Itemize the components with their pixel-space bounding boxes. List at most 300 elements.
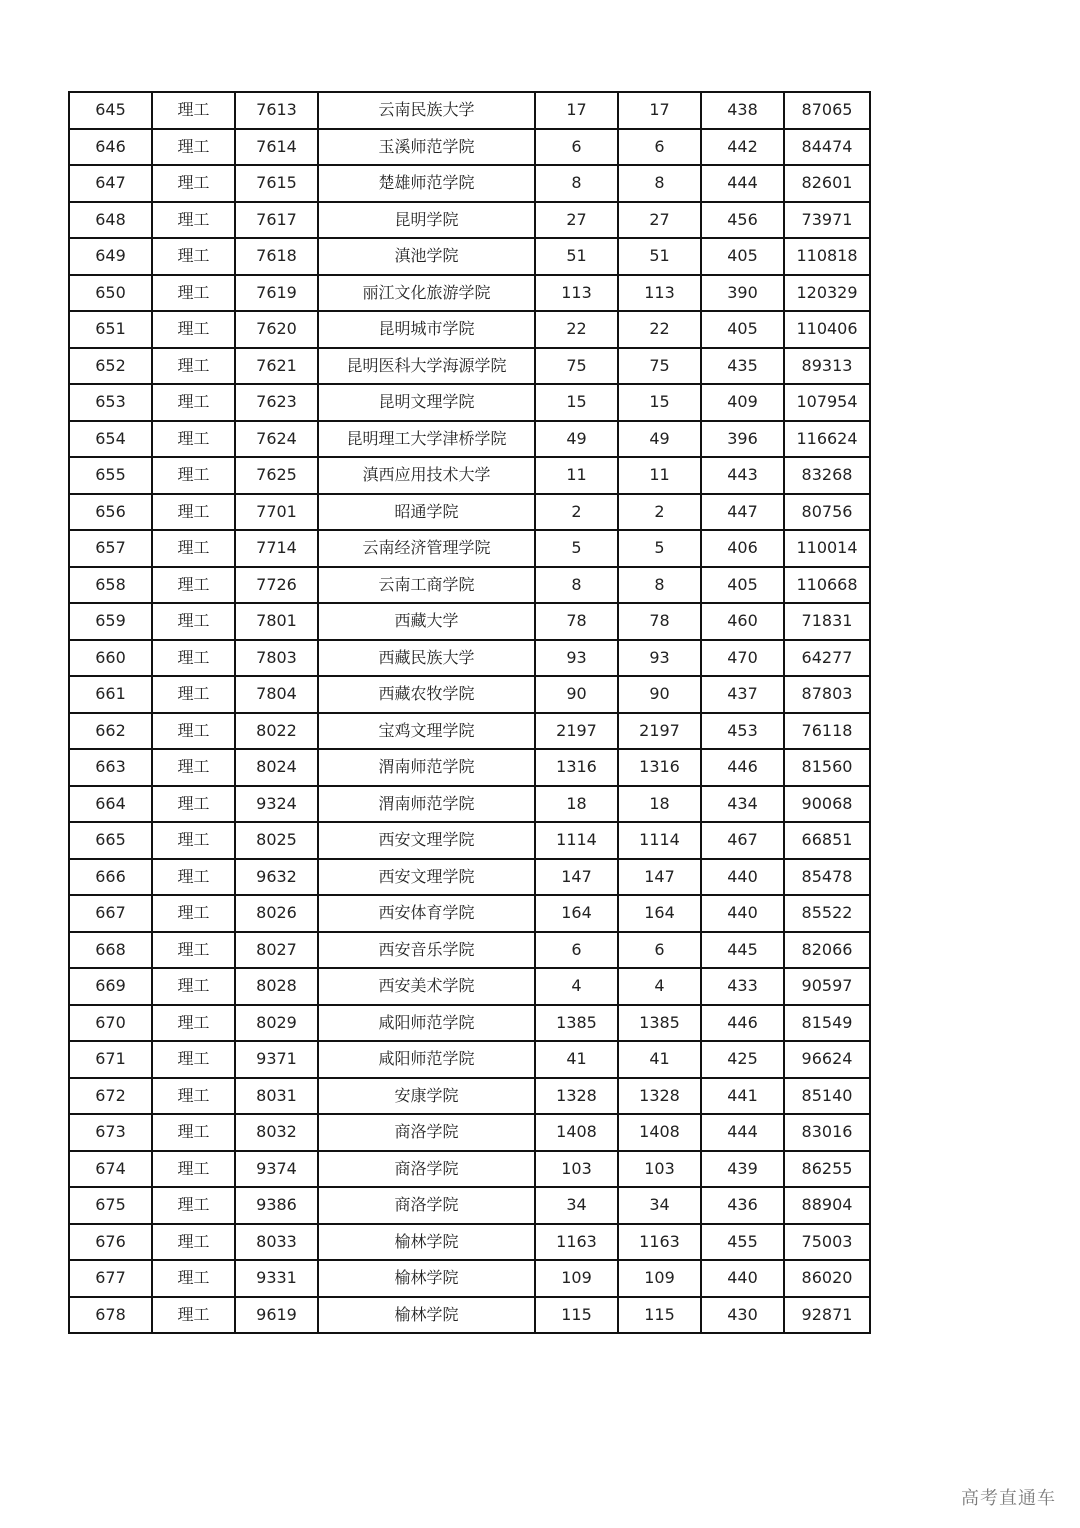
- min-score-cell: 444: [701, 1114, 784, 1151]
- school-name-cell: 西藏农牧学院: [318, 676, 535, 713]
- table-row: [69, 968, 870, 1005]
- school-code-cell: 9632: [235, 859, 318, 896]
- admitted-count-cell: 22: [618, 311, 701, 348]
- admitted-count-cell: 15: [618, 384, 701, 421]
- school-code-cell: 7624: [235, 421, 318, 458]
- min-score-cell: 445: [701, 932, 784, 969]
- rank-cell: 88904: [784, 1187, 870, 1224]
- school-name-cell: 昆明学院: [318, 202, 535, 239]
- plan-count-cell: 109: [535, 1260, 618, 1297]
- table-row: [69, 895, 870, 932]
- plan-count-cell: 115: [535, 1297, 618, 1334]
- table-row: [69, 859, 870, 896]
- plan-count-cell: 1328: [535, 1078, 618, 1115]
- category-cell: 理工: [152, 1297, 235, 1334]
- row-number-cell: 673: [69, 1114, 152, 1151]
- school-code-cell: 7618: [235, 238, 318, 275]
- table-row: [69, 1005, 870, 1042]
- category-cell: 理工: [152, 494, 235, 531]
- admitted-count-cell: 1316: [618, 749, 701, 786]
- table-row: [69, 384, 870, 421]
- category-cell: 理工: [152, 311, 235, 348]
- admitted-count-cell: 109: [618, 1260, 701, 1297]
- min-score-cell: 446: [701, 749, 784, 786]
- admitted-count-cell: 164: [618, 895, 701, 932]
- table-row: [69, 530, 870, 567]
- plan-count-cell: 93: [535, 640, 618, 677]
- rank-cell: 85478: [784, 859, 870, 896]
- row-number-cell: 660: [69, 640, 152, 677]
- rank-cell: 85522: [784, 895, 870, 932]
- row-number-cell: 677: [69, 1260, 152, 1297]
- min-score-cell: 433: [701, 968, 784, 1005]
- school-name-cell: 咸阳师范学院: [318, 1041, 535, 1078]
- rank-cell: 80756: [784, 494, 870, 531]
- admitted-count-cell: 1114: [618, 822, 701, 859]
- min-score-cell: 439: [701, 1151, 784, 1188]
- category-cell: 理工: [152, 859, 235, 896]
- school-code-cell: 7804: [235, 676, 318, 713]
- admitted-count-cell: 1163: [618, 1224, 701, 1261]
- admitted-count-cell: 90: [618, 676, 701, 713]
- row-number-cell: 661: [69, 676, 152, 713]
- row-number-cell: 653: [69, 384, 152, 421]
- category-cell: 理工: [152, 275, 235, 312]
- school-code-cell: 9371: [235, 1041, 318, 1078]
- school-name-cell: 昆明文理学院: [318, 384, 535, 421]
- row-number-cell: 656: [69, 494, 152, 531]
- category-cell: 理工: [152, 92, 235, 129]
- rank-cell: 81549: [784, 1005, 870, 1042]
- table-row: [69, 348, 870, 385]
- table-row: [69, 1187, 870, 1224]
- plan-count-cell: 1114: [535, 822, 618, 859]
- admitted-count-cell: 147: [618, 859, 701, 896]
- rank-cell: 73971: [784, 202, 870, 239]
- row-number-cell: 667: [69, 895, 152, 932]
- category-cell: 理工: [152, 603, 235, 640]
- rank-cell: 110014: [784, 530, 870, 567]
- school-code-cell: 7620: [235, 311, 318, 348]
- plan-count-cell: 49: [535, 421, 618, 458]
- table-row: [69, 567, 870, 604]
- rank-cell: 86255: [784, 1151, 870, 1188]
- school-name-cell: 商洛学院: [318, 1114, 535, 1151]
- school-name-cell: 西藏民族大学: [318, 640, 535, 677]
- school-code-cell: 9324: [235, 786, 318, 823]
- admitted-count-cell: 49: [618, 421, 701, 458]
- school-code-cell: 7726: [235, 567, 318, 604]
- school-name-cell: 昆明理工大学津桥学院: [318, 421, 535, 458]
- min-score-cell: 467: [701, 822, 784, 859]
- row-number-cell: 652: [69, 348, 152, 385]
- row-number-cell: 646: [69, 129, 152, 166]
- rank-cell: 71831: [784, 603, 870, 640]
- row-number-cell: 678: [69, 1297, 152, 1334]
- table-row: [69, 275, 870, 312]
- plan-count-cell: 34: [535, 1187, 618, 1224]
- row-number-cell: 649: [69, 238, 152, 275]
- rank-cell: 86020: [784, 1260, 870, 1297]
- school-code-cell: 7625: [235, 457, 318, 494]
- min-score-cell: 434: [701, 786, 784, 823]
- category-cell: 理工: [152, 202, 235, 239]
- school-code-cell: 7615: [235, 165, 318, 202]
- school-name-cell: 渭南师范学院: [318, 749, 535, 786]
- school-name-cell: 楚雄师范学院: [318, 165, 535, 202]
- row-number-cell: 666: [69, 859, 152, 896]
- school-name-cell: 榆林学院: [318, 1297, 535, 1334]
- admitted-count-cell: 11: [618, 457, 701, 494]
- row-number-cell: 668: [69, 932, 152, 969]
- min-score-cell: 455: [701, 1224, 784, 1261]
- school-code-cell: 7619: [235, 275, 318, 312]
- rank-cell: 84474: [784, 129, 870, 166]
- school-name-cell: 西安文理学院: [318, 859, 535, 896]
- admitted-count-cell: 93: [618, 640, 701, 677]
- min-score-cell: 447: [701, 494, 784, 531]
- admitted-count-cell: 34: [618, 1187, 701, 1224]
- min-score-cell: 436: [701, 1187, 784, 1224]
- plan-count-cell: 1316: [535, 749, 618, 786]
- row-number-cell: 663: [69, 749, 152, 786]
- table-row: [69, 1041, 870, 1078]
- rank-cell: 85140: [784, 1078, 870, 1115]
- row-number-cell: 651: [69, 311, 152, 348]
- admitted-count-cell: 6: [618, 129, 701, 166]
- rank-cell: 87803: [784, 676, 870, 713]
- row-number-cell: 672: [69, 1078, 152, 1115]
- rank-cell: 87065: [784, 92, 870, 129]
- table-row: [69, 603, 870, 640]
- rank-cell: 82601: [784, 165, 870, 202]
- plan-count-cell: 18: [535, 786, 618, 823]
- table-row: [69, 494, 870, 531]
- row-number-cell: 654: [69, 421, 152, 458]
- school-code-cell: 9374: [235, 1151, 318, 1188]
- table-row: [69, 1078, 870, 1115]
- table-row: [69, 713, 870, 750]
- plan-count-cell: 4: [535, 968, 618, 1005]
- min-score-cell: 437: [701, 676, 784, 713]
- plan-count-cell: 2197: [535, 713, 618, 750]
- plan-count-cell: 113: [535, 275, 618, 312]
- table-row: [69, 1260, 870, 1297]
- admitted-count-cell: 1328: [618, 1078, 701, 1115]
- school-code-cell: 8027: [235, 932, 318, 969]
- school-name-cell: 云南经济管理学院: [318, 530, 535, 567]
- min-score-cell: 443: [701, 457, 784, 494]
- min-score-cell: 405: [701, 238, 784, 275]
- admitted-count-cell: 2197: [618, 713, 701, 750]
- admitted-count-cell: 1385: [618, 1005, 701, 1042]
- school-name-cell: 咸阳师范学院: [318, 1005, 535, 1042]
- school-name-cell: 西安体育学院: [318, 895, 535, 932]
- row-number-cell: 658: [69, 567, 152, 604]
- school-name-cell: 商洛学院: [318, 1187, 535, 1224]
- admitted-count-cell: 5: [618, 530, 701, 567]
- min-score-cell: 446: [701, 1005, 784, 1042]
- table-row: [69, 1114, 870, 1151]
- row-number-cell: 674: [69, 1151, 152, 1188]
- plan-count-cell: 11: [535, 457, 618, 494]
- school-code-cell: 7803: [235, 640, 318, 677]
- table-row: [69, 457, 870, 494]
- row-number-cell: 665: [69, 822, 152, 859]
- admission-score-table: [68, 91, 871, 1334]
- row-number-cell: 650: [69, 275, 152, 312]
- school-code-cell: 8022: [235, 713, 318, 750]
- category-cell: 理工: [152, 1151, 235, 1188]
- row-number-cell: 675: [69, 1187, 152, 1224]
- row-number-cell: 662: [69, 713, 152, 750]
- plan-count-cell: 90: [535, 676, 618, 713]
- row-number-cell: 645: [69, 92, 152, 129]
- category-cell: 理工: [152, 895, 235, 932]
- admitted-count-cell: 103: [618, 1151, 701, 1188]
- table-row: [69, 238, 870, 275]
- plan-count-cell: 51: [535, 238, 618, 275]
- admitted-count-cell: 78: [618, 603, 701, 640]
- school-name-cell: 云南民族大学: [318, 92, 535, 129]
- admitted-count-cell: 8: [618, 567, 701, 604]
- table-row: [69, 676, 870, 713]
- school-code-cell: 9386: [235, 1187, 318, 1224]
- min-score-cell: 453: [701, 713, 784, 750]
- plan-count-cell: 15: [535, 384, 618, 421]
- admitted-count-cell: 6: [618, 932, 701, 969]
- plan-count-cell: 22: [535, 311, 618, 348]
- category-cell: 理工: [152, 530, 235, 567]
- category-cell: 理工: [152, 348, 235, 385]
- admitted-count-cell: 41: [618, 1041, 701, 1078]
- min-score-cell: 406: [701, 530, 784, 567]
- admitted-count-cell: 18: [618, 786, 701, 823]
- min-score-cell: 460: [701, 603, 784, 640]
- table-row: [69, 165, 870, 202]
- watermark-text: 高考直通车: [961, 1488, 1056, 1509]
- rank-cell: 110668: [784, 567, 870, 604]
- table-row: [69, 92, 870, 129]
- admitted-count-cell: 75: [618, 348, 701, 385]
- min-score-cell: 440: [701, 895, 784, 932]
- category-cell: 理工: [152, 1114, 235, 1151]
- plan-count-cell: 1408: [535, 1114, 618, 1151]
- plan-count-cell: 164: [535, 895, 618, 932]
- school-code-cell: 9331: [235, 1260, 318, 1297]
- table-row: [69, 1224, 870, 1261]
- plan-count-cell: 17: [535, 92, 618, 129]
- rank-cell: 66851: [784, 822, 870, 859]
- row-number-cell: 676: [69, 1224, 152, 1261]
- table-row: [69, 932, 870, 969]
- category-cell: 理工: [152, 457, 235, 494]
- category-cell: 理工: [152, 1187, 235, 1224]
- school-code-cell: 8024: [235, 749, 318, 786]
- min-score-cell: 442: [701, 129, 784, 166]
- category-cell: 理工: [152, 822, 235, 859]
- table-row: [69, 1151, 870, 1188]
- school-name-cell: 西安美术学院: [318, 968, 535, 1005]
- school-code-cell: 7621: [235, 348, 318, 385]
- table-row: [69, 421, 870, 458]
- school-code-cell: 8032: [235, 1114, 318, 1151]
- category-cell: 理工: [152, 786, 235, 823]
- table-row: [69, 1297, 870, 1334]
- school-code-cell: 8029: [235, 1005, 318, 1042]
- row-number-cell: 669: [69, 968, 152, 1005]
- admitted-count-cell: 2: [618, 494, 701, 531]
- admitted-count-cell: 1408: [618, 1114, 701, 1151]
- rank-cell: 75003: [784, 1224, 870, 1261]
- school-name-cell: 玉溪师范学院: [318, 129, 535, 166]
- school-name-cell: 安康学院: [318, 1078, 535, 1115]
- admitted-count-cell: 17: [618, 92, 701, 129]
- admitted-count-cell: 4: [618, 968, 701, 1005]
- school-code-cell: 9619: [235, 1297, 318, 1334]
- admitted-count-cell: 8: [618, 165, 701, 202]
- min-score-cell: 405: [701, 311, 784, 348]
- category-cell: 理工: [152, 238, 235, 275]
- plan-count-cell: 1385: [535, 1005, 618, 1042]
- school-name-cell: 榆林学院: [318, 1260, 535, 1297]
- school-code-cell: 8033: [235, 1224, 318, 1261]
- row-number-cell: 664: [69, 786, 152, 823]
- category-cell: 理工: [152, 676, 235, 713]
- min-score-cell: 435: [701, 348, 784, 385]
- school-code-cell: 7617: [235, 202, 318, 239]
- table-row: [69, 129, 870, 166]
- rank-cell: 116624: [784, 421, 870, 458]
- min-score-cell: 438: [701, 92, 784, 129]
- min-score-cell: 441: [701, 1078, 784, 1115]
- category-cell: 理工: [152, 165, 235, 202]
- school-code-cell: 7701: [235, 494, 318, 531]
- rank-cell: 110406: [784, 311, 870, 348]
- rank-cell: 76118: [784, 713, 870, 750]
- min-score-cell: 396: [701, 421, 784, 458]
- rank-cell: 107954: [784, 384, 870, 421]
- row-number-cell: 648: [69, 202, 152, 239]
- min-score-cell: 470: [701, 640, 784, 677]
- school-name-cell: 滇池学院: [318, 238, 535, 275]
- table-row: [69, 640, 870, 677]
- school-name-cell: 西安文理学院: [318, 822, 535, 859]
- min-score-cell: 405: [701, 567, 784, 604]
- school-code-cell: 8031: [235, 1078, 318, 1115]
- category-cell: 理工: [152, 567, 235, 604]
- row-number-cell: 671: [69, 1041, 152, 1078]
- school-name-cell: 商洛学院: [318, 1151, 535, 1188]
- plan-count-cell: 2: [535, 494, 618, 531]
- school-name-cell: 云南工商学院: [318, 567, 535, 604]
- school-code-cell: 8025: [235, 822, 318, 859]
- category-cell: 理工: [152, 932, 235, 969]
- rank-cell: 81560: [784, 749, 870, 786]
- category-cell: 理工: [152, 1078, 235, 1115]
- table-row: [69, 822, 870, 859]
- category-cell: 理工: [152, 421, 235, 458]
- admitted-count-cell: 115: [618, 1297, 701, 1334]
- row-number-cell: 647: [69, 165, 152, 202]
- row-number-cell: 655: [69, 457, 152, 494]
- rank-cell: 89313: [784, 348, 870, 385]
- category-cell: 理工: [152, 1041, 235, 1078]
- min-score-cell: 425: [701, 1041, 784, 1078]
- rank-cell: 96624: [784, 1041, 870, 1078]
- min-score-cell: 409: [701, 384, 784, 421]
- plan-count-cell: 6: [535, 129, 618, 166]
- plan-count-cell: 6: [535, 932, 618, 969]
- table-row: [69, 311, 870, 348]
- school-name-cell: 丽江文化旅游学院: [318, 275, 535, 312]
- table-body: [69, 92, 870, 1333]
- school-name-cell: 榆林学院: [318, 1224, 535, 1261]
- school-name-cell: 滇西应用技术大学: [318, 457, 535, 494]
- category-cell: 理工: [152, 129, 235, 166]
- rank-cell: 82066: [784, 932, 870, 969]
- min-score-cell: 430: [701, 1297, 784, 1334]
- school-code-cell: 7801: [235, 603, 318, 640]
- plan-count-cell: 78: [535, 603, 618, 640]
- rank-cell: 92871: [784, 1297, 870, 1334]
- school-name-cell: 昆明城市学院: [318, 311, 535, 348]
- school-name-cell: 宝鸡文理学院: [318, 713, 535, 750]
- min-score-cell: 444: [701, 165, 784, 202]
- school-code-cell: 7714: [235, 530, 318, 567]
- row-number-cell: 659: [69, 603, 152, 640]
- rank-cell: 110818: [784, 238, 870, 275]
- min-score-cell: 440: [701, 1260, 784, 1297]
- rank-cell: 90597: [784, 968, 870, 1005]
- admitted-count-cell: 113: [618, 275, 701, 312]
- table-row: [69, 749, 870, 786]
- plan-count-cell: 147: [535, 859, 618, 896]
- plan-count-cell: 27: [535, 202, 618, 239]
- rank-cell: 120329: [784, 275, 870, 312]
- school-name-cell: 渭南师范学院: [318, 786, 535, 823]
- row-number-cell: 670: [69, 1005, 152, 1042]
- category-cell: 理工: [152, 1005, 235, 1042]
- plan-count-cell: 75: [535, 348, 618, 385]
- rank-cell: 64277: [784, 640, 870, 677]
- school-code-cell: 8026: [235, 895, 318, 932]
- plan-count-cell: 1163: [535, 1224, 618, 1261]
- school-name-cell: 昭通学院: [318, 494, 535, 531]
- category-cell: 理工: [152, 640, 235, 677]
- admitted-count-cell: 51: [618, 238, 701, 275]
- table-row: [69, 786, 870, 823]
- school-name-cell: 西藏大学: [318, 603, 535, 640]
- school-code-cell: 8028: [235, 968, 318, 1005]
- category-cell: 理工: [152, 968, 235, 1005]
- category-cell: 理工: [152, 749, 235, 786]
- category-cell: 理工: [152, 384, 235, 421]
- school-name-cell: 昆明医科大学海源学院: [318, 348, 535, 385]
- plan-count-cell: 5: [535, 530, 618, 567]
- admitted-count-cell: 27: [618, 202, 701, 239]
- plan-count-cell: 41: [535, 1041, 618, 1078]
- category-cell: 理工: [152, 1260, 235, 1297]
- plan-count-cell: 8: [535, 567, 618, 604]
- rank-cell: 90068: [784, 786, 870, 823]
- rank-cell: 83268: [784, 457, 870, 494]
- min-score-cell: 456: [701, 202, 784, 239]
- min-score-cell: 440: [701, 859, 784, 896]
- category-cell: 理工: [152, 713, 235, 750]
- school-code-cell: 7614: [235, 129, 318, 166]
- min-score-cell: 390: [701, 275, 784, 312]
